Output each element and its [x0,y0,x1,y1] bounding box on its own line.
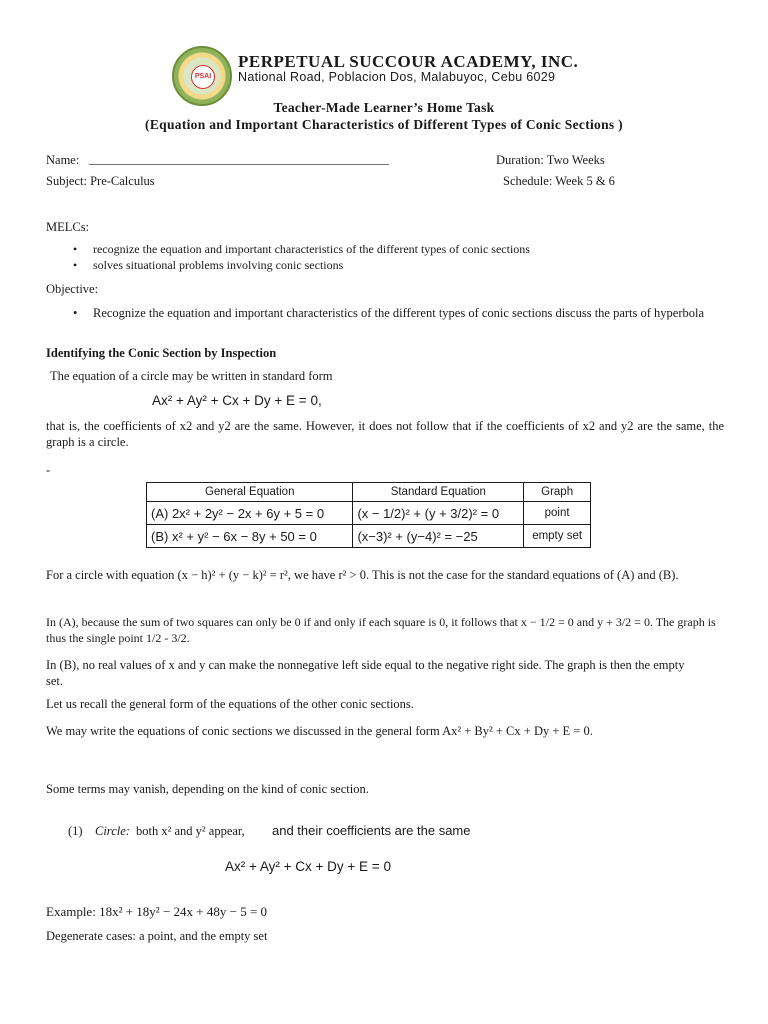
header-standard-equation: Standard Equation [353,483,524,502]
header-graph: Graph [524,483,591,502]
section-paragraph: that is, the coefficients of x2 and y2 are the same. However, it does not follow that if the coefficients of x2 and y2 are the same, the graph is a circle. [46,419,724,449]
task-title: Teacher-Made Learner’s Home Task [273,100,495,115]
school-name: PERPETUAL SUCCOUR ACADEMY, INC. [238,52,579,71]
melcs-list [73,241,713,273]
graph-cell: point [524,502,591,525]
case-b-paragraph: In (B), no real values of x and y can make the nonnegative left side equal to the negative right side. The graph is then the empty set. [46,658,685,688]
table-row [147,525,591,548]
school-address: National Road, Poblacion Dos, Malabuyoc, Cebu 6029 [238,70,556,84]
name-label: Name: [46,153,80,167]
circle-example: Example: 18x² + 18y² − 24x + 48y − 5 = 0 [46,904,268,919]
logo-seal-text: PSAI [191,65,215,89]
case-label: Circle: [95,824,130,838]
standard-equation-cell: (x − 1/2)² + (y + 3/2)² = 0 [353,502,524,525]
school-logo [172,46,232,106]
name-blank: ________________________________________________ [89,152,389,166]
vanish-paragraph: Some terms may vanish, depending on the kind of conic section. [46,782,369,796]
melcs-heading: MELCs: [46,220,90,234]
circle-paragraph: For a circle with equation (x − h)² + (y − k)² = r², we have r² > 0. This is not the case for the standard equations of (A) and (B). [46,568,679,582]
schedule-text: Schedule: Week 5 & 6 [503,174,615,188]
melc-item: • solves situational problems involving conic sections [73,257,713,273]
case-text-a: both x² and y² appear, [136,824,245,838]
duration-text: Duration: Two Weeks [496,153,605,167]
degenerate-cases: Degenerate cases: a point, and the empty set [46,929,268,943]
graph-cell: empty set [524,525,591,548]
case-number: (1) [68,824,83,838]
dash-mark: - [46,463,51,477]
header-general-equation: General Equation [147,483,353,502]
conic-equation-table [146,482,591,548]
standard-equation-cell: (x−3)² + (y−4)² = −25 [353,525,524,548]
general-form-paragraph: We may write the equations of conic sections we discussed in the general form Ax² + By² + Cx + Dy + E = 0. [46,724,593,738]
table-row [147,502,591,525]
task-subtitle: (Equation and Important Characteristics of Different Types of Conic Sections ) [145,117,623,132]
standard-form-equation: Ax² + Ay² + Cx + Dy + E = 0, [152,393,322,408]
recall-paragraph: Let us recall the general form of the equations of the other conic sections. [46,697,414,711]
table-header-row [147,483,591,502]
section-heading: Identifying the Conic Section by Inspection [46,346,277,360]
circle-general-equation: Ax² + Ay² + Cx + Dy + E = 0 [225,859,391,874]
objective-item: • Recognize the equation and important characteristics of the different types of conic sections discuss the parts of hyperbola [73,305,723,321]
subject-text: Subject: Pre-Calculus [46,174,155,188]
general-equation-cell: (A) 2x² + 2y² − 2x + 6y + 5 = 0 [147,502,353,525]
melc-item: • recognize the equation and important characteristics of the different types of conic sections [73,241,713,257]
case-text-b: and their coefficients are the same [272,823,471,838]
case-a-paragraph: In (A), because the sum of two squares can only be 0 if and only if each square is 0, it follows that x − 1/2 = 0 and y + 3/2 = 0. The graph is thus the single point 1/2 - 3/2. [46,615,716,645]
general-equation-cell: (B) x² + y² − 6x − 8y + 50 = 0 [147,525,353,548]
section-intro: The equation of a circle may be written in standard form [50,369,333,383]
objective-heading: Objective: [46,282,99,296]
objective-list [73,305,723,321]
